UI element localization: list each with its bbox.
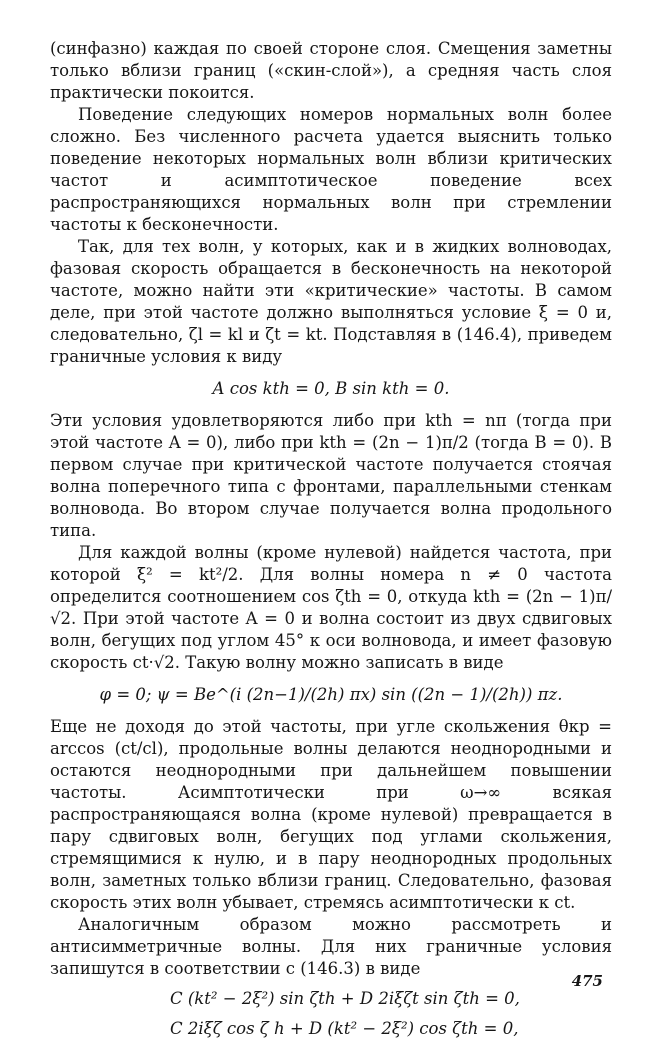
paragraph-3: Так, для тех волн, у которых, как и в жидких волноводах, фазовая скорость обращается в бесконечность на некоторой частоте, можно найти эти «критические» частоты. В самом деле, при этой частоте должно выполняться условие ξ = 0 и, следовательно, ζl = kl и ζt = kt. Подставляя в (146.4), приведем граничные условия к виду	[50, 237, 612, 366]
page-body	[50, 38, 612, 1048]
paragraph-1: (синфазно) каждая по своей стороне слоя. Смещения заметны только вблизи границ («скин-слой»), а средняя часть слоя практически покоится.	[50, 39, 612, 102]
paragraph-2: Поведение следующих номеров нормальных волн более сложно. Без численного расчета удается выяснить только поведение некоторых нормальных волн вблизи критических частот и асимптотическое поведение всех распространяющихся нормальных волн при стремлении частоты к бесконечности.	[50, 105, 612, 234]
paragraph-7: Аналогичным образом можно рассмотреть и антисимметричные волны. Для них граничные условия запишутся в соответствии с (146.3) в виде	[50, 915, 612, 978]
equation-antisymmetric-2: C 2iξζ cos ζ h + D (kt² − 2ξ²) cos ζth = 0,	[170, 1019, 519, 1038]
equation-antisymmetric-1: C (kt² − 2ξ²) sin ζth + D 2iξζt sin ζth = 0,	[170, 989, 520, 1008]
paragraph-4: Эти условия удовлетворяются либо при kth = nπ (тогда при этой частоте A = 0), либо при kth = (2n − 1)π/2 (тогда B = 0). В первом случае при критической частоте получается стоячая волна поперечного типа с фронтами, параллельными стенкам волновода. Во втором случае получается волна продольного типа.	[50, 411, 612, 540]
page-number: 475	[571, 972, 603, 990]
paragraph-6: Еще не доходя до этой частоты, при угле скольжения θкр = arccos (ct/cl), продольные волны делаются неоднородными и остаются неоднородными при дальнейшем повышении частоты. Асимптотически при ω→∞ всякая распространяющаяся волна (кроме нулевой) превращается в пару сдвиговых волн, бегущих под углами скольжения, стремящимися к нулю, и в пару неоднородных продольных волн, заметных только вблизи границ. Следовательно, фазовая скорость этих волн убывает, стремясь асимптотически к ct.	[50, 717, 612, 912]
equation-boundary-conditions: A cos kth = 0, B sin kth = 0.	[212, 379, 450, 398]
equation-wave-form: φ = 0; ψ = Be^(i (2n−1)/(2h) πx) sin ((2n − 1)/(2h)) πz.	[99, 685, 563, 704]
paragraph-5: Для каждой волны (кроме нулевой) найдется частота, при которой ξ² = kt²/2. Для волны номера n ≠ 0 частота определится соотношением cos ζth = 0, откуда kth = (2n − 1)π/√2. При этой частоте A = 0 и волна состоит из двух сдвиговых волн, бегущих под углом 45° к оси волновода, и имеет фазовую скорость ct·√2. Такую волну можно записать в виде	[50, 543, 612, 672]
